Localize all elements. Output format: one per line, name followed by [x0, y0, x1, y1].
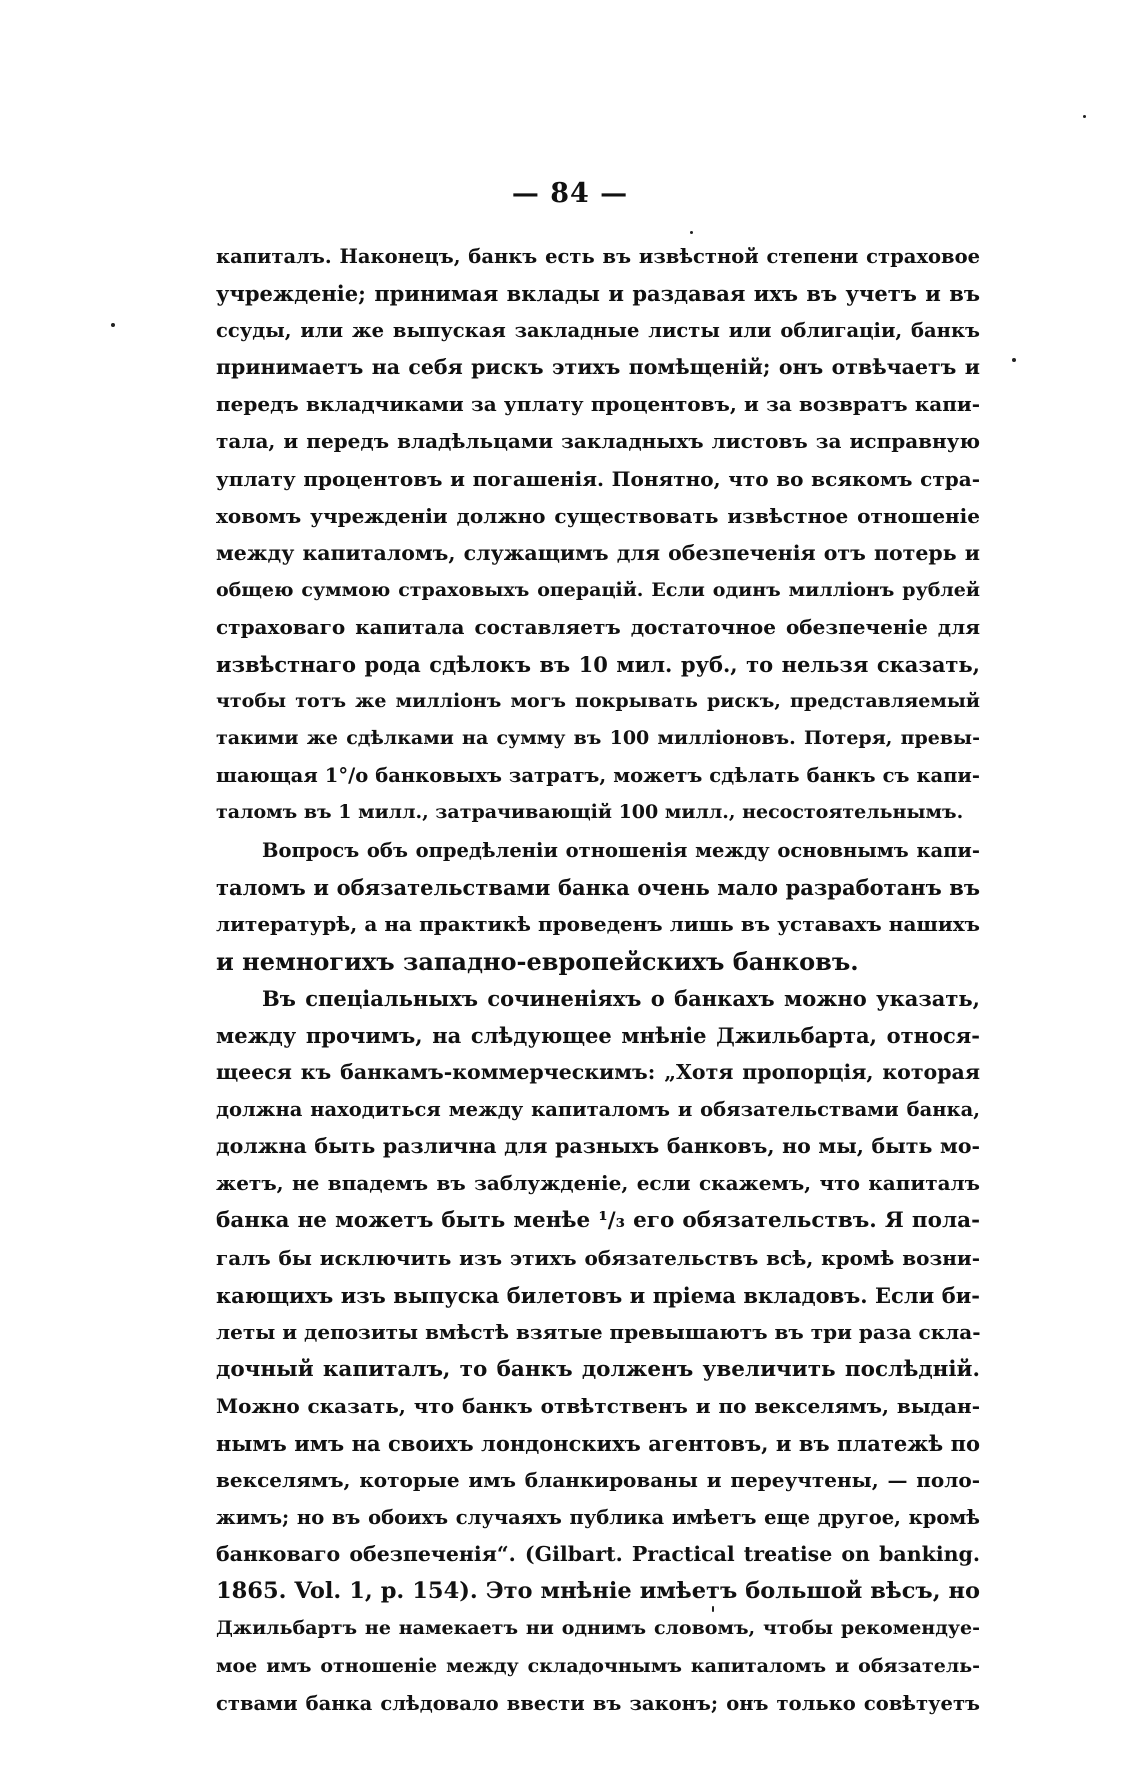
text-line: жимъ; но въ обоихъ случаяхъ публика имѣетъ еще другое, кромѣ: [216, 1506, 980, 1530]
text-line: галъ бы исключить изъ этихъ обязательствъ всѣ, кромѣ возни-: [216, 1245, 980, 1270]
text-line: чтобы тотъ же милліонъ могъ покрывать рискъ, представляемый: [216, 690, 980, 713]
print-speck: [1012, 358, 1016, 362]
print-speck: [111, 323, 115, 327]
text-line: кающихъ изъ выпуска билетовъ и пріема вкладовъ. Если би-: [216, 1282, 980, 1308]
text-line: капиталъ. Наконецъ, банкъ есть въ извѣстной степени страховое: [216, 245, 980, 268]
text-line: банка не можетъ быть менѣе ¹/₃ его обязательствъ. Я пола-: [216, 1208, 980, 1234]
text-line: общею суммою страховыхъ операцій. Если одинъ милліонъ рублей: [216, 578, 980, 601]
print-speck: [712, 1606, 714, 1612]
text-line: Вопросъ объ опредѣленіи отношенія между основнымъ капи-: [262, 838, 980, 862]
text-line: шающая 1°/о банковыхъ затратъ, можетъ сдѣлать банкъ съ капи-: [216, 764, 980, 788]
text-line: таломъ и обязательствами банка очень мало разработанъ въ: [216, 874, 980, 900]
text-line: и немногихъ западно-европейскихъ банковъ.: [216, 946, 859, 976]
text-line: литературѣ, а на практикѣ проведенъ лишь въ уставахъ нашихъ: [216, 911, 980, 936]
text-line: банковаго обезпеченія“. (Gilbart. Practical treatise on banking.: [216, 1542, 980, 1567]
text-line: должна находиться между капиталомъ и обязательствами банка,: [216, 1098, 980, 1122]
text-line: передъ вкладчиками за уплату процентовъ, и за возвратъ капи-: [216, 392, 980, 417]
text-line: Можно сказать, что банкъ отвѣтственъ и по векселямъ, выдан-: [216, 1393, 980, 1418]
text-line: дочный капиталъ, то банкъ долженъ увеличить послѣдній.: [216, 1356, 980, 1382]
text-line: леты и депозиты вмѣстѣ взятые превышаютъ въ три раза скла-: [216, 1319, 981, 1344]
text-line: такими же сдѣлками на сумму въ 100 милліоновъ. Потеря, превы-: [216, 727, 980, 750]
text-line: учрежденіе; принимая вклады и раздавая ихъ въ учетъ и въ: [216, 281, 980, 307]
text-line: уплату процентовъ и погашенія. Понятно, что во всякомъ стра-: [216, 466, 980, 491]
text-line: Въ спеціальныхъ сочиненіяхъ о банкахъ можно указать,: [262, 985, 980, 1011]
text-line: тала, и передъ владѣльцами закладныхъ листовъ за исправную: [216, 429, 980, 454]
text-line: ховомъ учрежденіи должно существовать извѣстное отношеніе: [216, 503, 980, 528]
text-line: Джильбартъ не намекаетъ ни однимъ словомъ, чтобы рекомендуе-: [216, 1617, 980, 1640]
print-speck: [1083, 115, 1086, 118]
text-line: принимаетъ на себя рискъ этихъ помѣщеній; онъ отвѣчаетъ и: [216, 355, 980, 380]
text-line: нымъ имъ на своихъ лондонскихъ агентовъ, и въ платежѣ по: [216, 1431, 980, 1456]
page-number: — 84 —: [511, 178, 629, 209]
text-line: извѣстнаго рода сдѣлокъ въ 10 мил. руб., то нельзя сказать,: [216, 652, 980, 678]
text-line: мое имъ отношеніе между складочнымъ капиталомъ и обязатель-: [216, 1654, 980, 1677]
text-line: страховаго капитала составляетъ достаточное обезпеченіе для: [216, 614, 980, 639]
text-line: 1865. Vol. 1, p. 154). Это мнѣніе имѣетъ большой вѣсъ, но: [216, 1578, 980, 1605]
body-text: [216, 238, 980, 1722]
text-line: щееся къ банкамъ-коммерческимъ: „Хотя пропорція, которая: [216, 1060, 980, 1085]
print-speck: [690, 231, 693, 234]
text-line: должна быть различна для разныхъ банковъ, но мы, быть мо-: [216, 1134, 980, 1159]
text-line: таломъ въ 1 милл., затрачивающій 100 милл., несостоятельнымъ.: [216, 801, 964, 824]
text-line: между капиталомъ, служащимъ для обезпеченія отъ потерь и: [216, 540, 980, 565]
text-line: жетъ, не впадемъ въ заблужденіе, если скажемъ, что капиталъ: [216, 1171, 980, 1196]
text-line: векселямъ, которые имъ бланкированы и переучтены, — поло-: [216, 1468, 980, 1493]
text-line: между прочимъ, на слѣдующее мнѣніе Джильбарта, относя-: [216, 1022, 980, 1048]
text-line: ссуды, или же выпуская закладные листы или облигаціи, банкъ: [216, 319, 980, 343]
text-line: ствами банка слѣдовало ввести въ законъ; онъ только совѣтуетъ: [216, 1691, 980, 1715]
